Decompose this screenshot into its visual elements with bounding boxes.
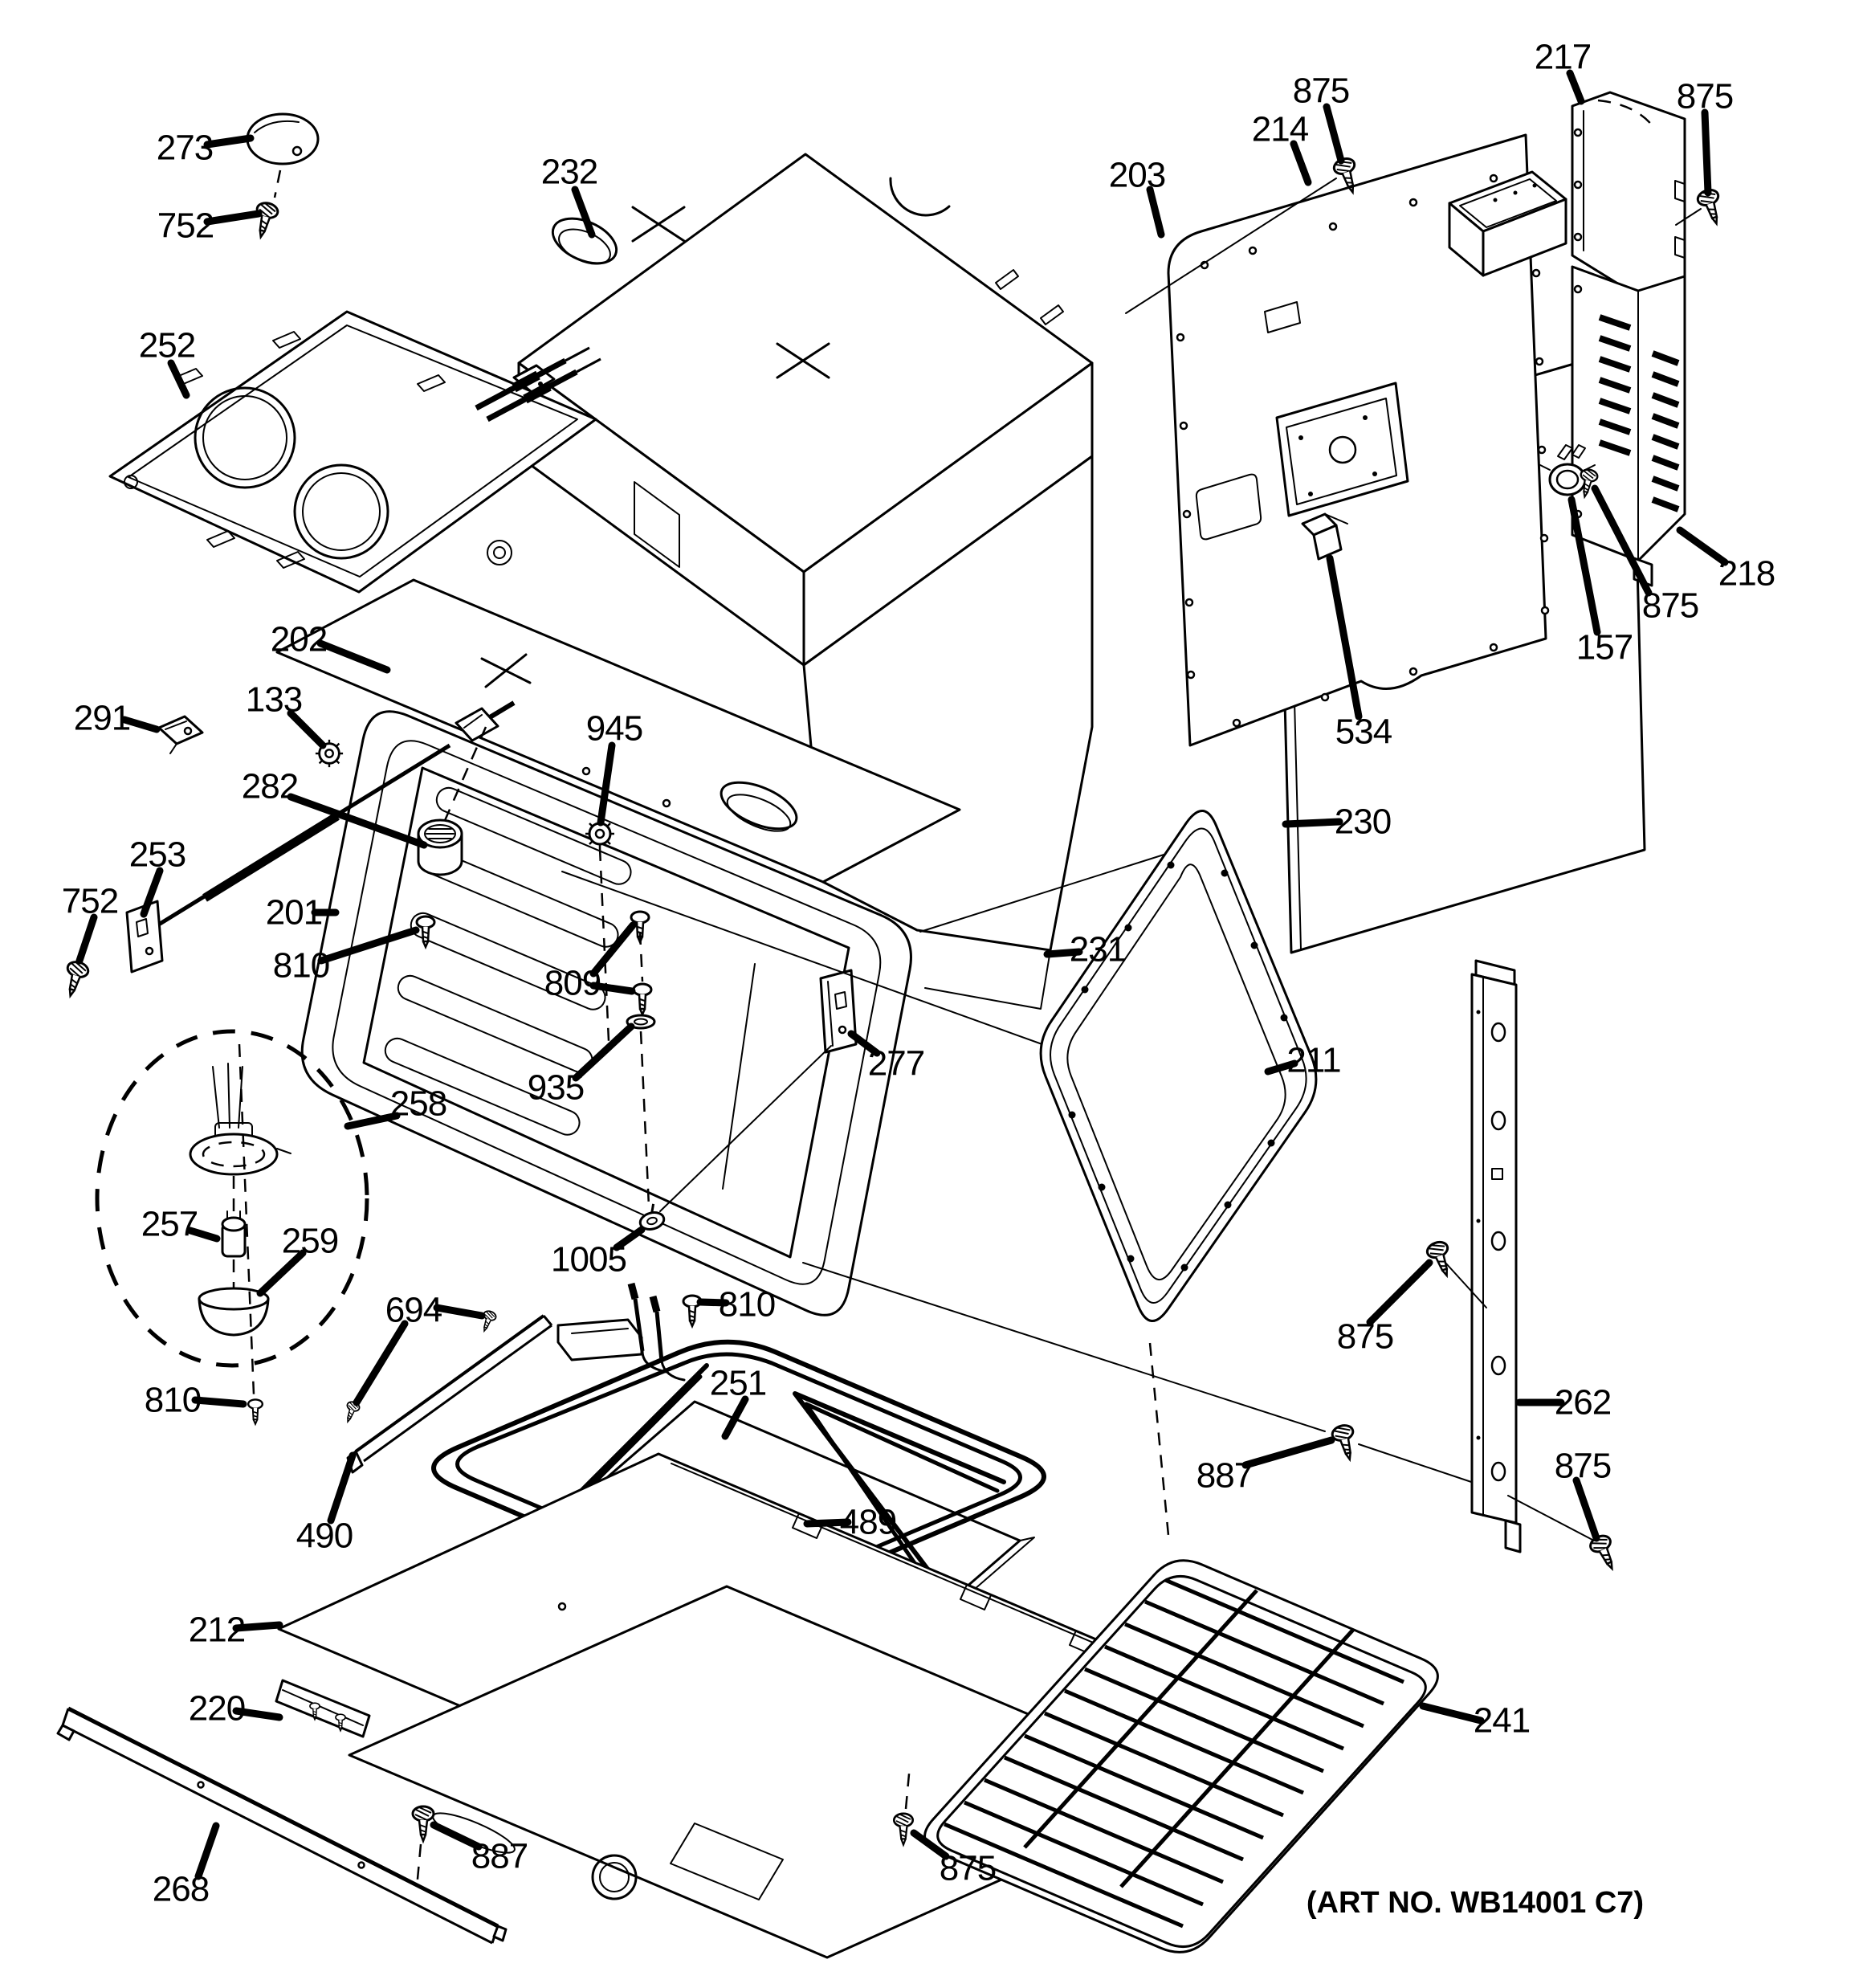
part-label-875: 875 [939,1848,997,1888]
part-label-810: 810 [272,945,330,986]
leader-line-241 [1423,1706,1481,1721]
part-label-809: 809 [544,963,601,1003]
leader-line-810 [195,1400,243,1404]
leader-line-875 [1370,1263,1429,1322]
part-label-259: 259 [281,1221,339,1261]
part-label-291: 291 [73,698,131,738]
part-side-bracket-262 [1472,961,1520,1552]
part-label-534: 534 [1335,712,1392,752]
part-label-230: 230 [1334,802,1392,842]
leader-line-232 [575,190,592,235]
part-label-157: 157 [1576,627,1633,667]
leader-line-752 [207,214,259,222]
part-label-277: 277 [867,1043,925,1084]
part-label-273: 273 [156,128,214,168]
leader-line-230 [1286,822,1339,824]
part-label-810: 810 [718,1284,776,1325]
part-label-251: 251 [709,1363,767,1403]
part-label-875: 875 [1336,1316,1394,1357]
part-label-232: 232 [540,152,598,192]
align-door-rack [1150,1343,1169,1544]
part-clip-291 [159,716,202,753]
leader-line-875 [1705,112,1708,193]
leader-line-273 [207,138,251,145]
part-label-810: 810 [144,1380,202,1420]
part-label-218: 218 [1718,553,1775,594]
part-label-201: 201 [265,892,323,933]
part-label-935: 935 [527,1067,585,1108]
part-latch-plate-277 [821,970,856,1052]
leader-line-252 [171,363,186,395]
part-label-1005: 1005 [551,1239,626,1280]
part-element-bracket [558,1320,642,1360]
part-label-945: 945 [585,708,643,749]
screw-752-left [60,960,90,999]
part-label-752: 752 [157,206,214,246]
leader-line-875 [1576,1480,1596,1538]
part-label-257: 257 [141,1204,198,1244]
axis-887-left [417,1844,421,1888]
leader-line-694 [357,1324,405,1402]
part-label-875: 875 [1554,1446,1612,1486]
art-number: (ART NO. WB14001 C7) [1306,1886,1645,1920]
part-label-752: 752 [61,881,119,921]
part-label-241: 241 [1473,1700,1531,1741]
leader-line-752 [79,917,94,961]
part-label-203: 203 [1108,155,1166,195]
part-label-694: 694 [385,1290,442,1330]
leader-line-875 [1327,107,1341,161]
part-label-133: 133 [245,680,303,720]
screw-887-right [1331,1423,1360,1462]
part-label-211: 211 [1286,1040,1341,1080]
part-label-258: 258 [389,1084,447,1124]
part-label-212: 212 [188,1610,246,1650]
part-label-253: 253 [128,835,186,875]
part-label-490: 490 [296,1516,353,1556]
axis-273-752 [275,170,280,198]
part-label-887: 887 [1196,1455,1254,1496]
part-label-262: 262 [1554,1382,1612,1423]
leader-line-490 [331,1455,353,1521]
part-label-875: 875 [1292,71,1350,111]
part-label-887: 887 [471,1836,528,1876]
leader-line-214 [1294,144,1308,182]
part-bracket-220 [276,1680,369,1737]
part-label-489: 489 [839,1502,897,1542]
screw-752-top [251,201,279,239]
part-label-282: 282 [241,766,299,806]
part-label-202: 202 [270,619,328,659]
leader-line-694 [437,1308,482,1316]
part-label-231: 231 [1069,929,1127,970]
align-cavity-bracket [803,1263,1325,1431]
part-label-268: 268 [152,1869,210,1909]
screw-810-lamp [248,1399,263,1423]
part-label-217: 217 [1534,37,1592,77]
part-lamp-bulb-257 [222,1211,245,1256]
part-vent-panel-218 [1572,267,1685,586]
leader-line-217 [1570,73,1581,101]
part-label-875: 875 [1641,586,1699,626]
part-label-214: 214 [1251,109,1309,149]
part-label-220: 220 [188,1688,246,1729]
leader-line-203 [1150,190,1161,235]
part-label-875: 875 [1676,76,1734,116]
leader-line-887 [1245,1440,1331,1465]
part-label-252: 252 [138,325,196,365]
part-cap-273 [247,114,318,164]
